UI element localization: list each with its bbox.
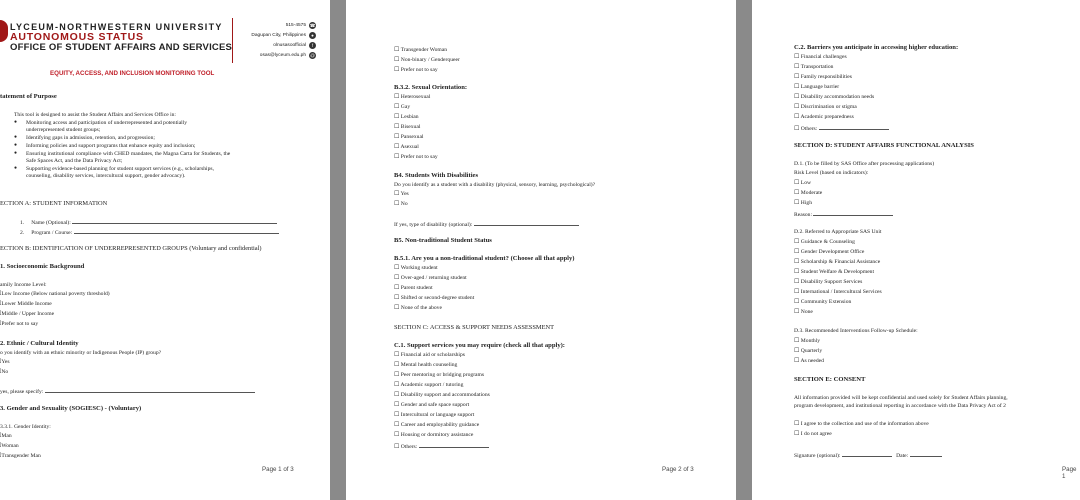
checkbox-option[interactable]: ☐ Monthly xyxy=(794,337,821,344)
checkbox-option[interactable]: ☐ International / Intercultural Services xyxy=(794,288,882,295)
checkbox-option[interactable]: Man xyxy=(0,432,12,440)
purpose-bullet: ● Identifying gaps in admission, retention, and progression; xyxy=(26,134,155,142)
ethnic-specify-blank[interactable] xyxy=(45,386,255,393)
checkbox-icon: ☐ xyxy=(394,93,400,100)
checkbox-option[interactable]: Middle / Upper Income xyxy=(0,310,54,318)
checkbox-option[interactable]: Prefer not to say xyxy=(0,320,38,328)
disability-type-blank[interactable] xyxy=(474,219,579,226)
checkbox-icon: ☐ xyxy=(794,268,800,275)
checkbox-icon: ☐ xyxy=(394,304,400,311)
signature-blank[interactable] xyxy=(842,450,892,457)
checkbox-icon: ☐ xyxy=(794,420,800,427)
checkbox-option[interactable]: ☐ Career and employability guidance xyxy=(394,421,480,428)
b2-question: o you identify with an ethnic minority or Indigenous People (IP) group? xyxy=(0,350,162,356)
checkbox-icon: ☐ xyxy=(794,238,800,245)
purpose-intro: This tool is designed to assist the Student Affairs and Services Office in: xyxy=(14,112,176,118)
b32-title: B.3.2. Sexual Orientation: xyxy=(394,84,468,91)
checkbox-icon: ☐ xyxy=(794,73,800,80)
checkbox-option[interactable]: ☐ Academic support / tutoring xyxy=(394,381,464,388)
checkbox-option[interactable]: ☐ Transportation xyxy=(794,63,834,70)
checkbox-option[interactable]: ☐ Gay xyxy=(394,103,411,110)
checkbox-icon: ☐ xyxy=(794,113,800,120)
b3-title: 3. Gender and Sexuality (SOGIESC) - (Voluntary) xyxy=(0,405,142,412)
checkbox-icon: ☐ xyxy=(794,199,800,206)
checkbox-icon: ☐ xyxy=(394,66,400,73)
checkbox-option[interactable]: ☐ Guidance & Counseling xyxy=(794,238,855,245)
checkbox-option[interactable]: ☐ Discrimination or stigma xyxy=(794,103,857,110)
disability-type-field: If yes, type of disability (optional): xyxy=(394,219,579,229)
checkbox-icon: ☐ xyxy=(394,294,400,301)
contact-email: osas@lyceum.edu.ph @ xyxy=(259,53,315,58)
program-field: 2. Program / Course: xyxy=(20,227,279,237)
checkbox-option[interactable]: ☐ Yes xyxy=(394,190,409,197)
checkbox-icon: ☐ xyxy=(394,190,400,197)
checkbox-option[interactable]: ☐ Disability Support Services xyxy=(794,278,863,285)
checkbox-icon: ☐ xyxy=(394,391,400,398)
checkbox-icon: ☐ xyxy=(794,125,800,132)
checkbox-option[interactable]: ☐ None xyxy=(794,308,813,315)
checkbox-option[interactable]: ☐ Asexual xyxy=(394,143,419,150)
header-divider xyxy=(232,18,233,63)
document-title: EQUITY, ACCESS, AND INCLUSION MONITORING TOOL xyxy=(50,70,215,77)
checkbox-icon: ☐ xyxy=(794,53,800,60)
consent-text: program development, and institutional reporting in accordance with the Data Privacy Act of 2 xyxy=(794,403,1006,409)
purpose-heading: tatement of Purpose xyxy=(0,93,57,100)
checkbox-option[interactable]: ☐ None of the above xyxy=(394,304,442,311)
checkbox-option[interactable]: ☐ Others: xyxy=(794,123,889,133)
contact-address: Dagupan City, Philippines ● xyxy=(251,32,316,39)
checkbox-option[interactable]: ☐ Working student xyxy=(394,264,438,271)
checkbox-icon: ☐ xyxy=(394,421,400,428)
d2-title: D.2. Referred to Appropriate SAS Unit xyxy=(794,229,882,235)
contact-facebook: olnusasoofficial f xyxy=(273,42,316,49)
checkbox-option[interactable]: ☐ Community Extension xyxy=(794,298,852,305)
checkbox-option[interactable]: ☐ Language barrier xyxy=(794,83,840,90)
reason-blank[interactable] xyxy=(813,209,893,216)
checkbox-icon: ☐ xyxy=(794,337,800,344)
checkbox-icon: ☐ xyxy=(794,83,800,90)
checkbox-option[interactable]: ☐ Gender Development Office xyxy=(794,248,865,255)
checkbox-option[interactable]: Yes xyxy=(0,358,10,366)
checkbox-option[interactable]: ☐ Heterosexual xyxy=(394,93,431,100)
checkbox-icon: ☐ xyxy=(394,46,400,53)
name-field: 1. Name (Optional): xyxy=(20,217,277,227)
purpose-bullet: ● Monitoring access and participation of underrepresented and potentially xyxy=(26,119,187,127)
checkbox-icon: ☐ xyxy=(394,103,400,110)
checkbox-icon: ☐ xyxy=(794,189,800,196)
checkbox-option[interactable]: ☐ Lesbian xyxy=(394,113,419,120)
section-b-heading: ECTION B: IDENTIFICATION OF UNDERREPRESENTED GROUPS (Voluntary and confidential) xyxy=(0,245,262,252)
checkbox-option[interactable]: ☐ Financial aid or scholarships xyxy=(394,351,465,358)
checkbox-icon: ☐ xyxy=(394,56,400,63)
name-blank[interactable] xyxy=(72,217,277,224)
checkbox-option[interactable]: ☐ Bisexual xyxy=(394,123,421,130)
checkbox-option[interactable]: ☐ No xyxy=(394,200,408,207)
checkbox-icon: ☐ xyxy=(394,143,400,150)
section-e-heading: SECTION E: CONSENT xyxy=(794,376,866,383)
purpose-bullet-cont: Safe Spaces Act, and the Data Privacy Act; xyxy=(26,158,123,164)
checkbox-option[interactable]: ☐ Peer mentoring or bridging programs xyxy=(394,371,485,378)
document-page-1 xyxy=(0,0,330,500)
checkbox-icon: ☐ xyxy=(794,248,800,255)
reason-field: Reason: xyxy=(794,209,893,219)
checkbox-option[interactable]: ☐ Prefer not to say xyxy=(394,66,438,73)
checkbox-option[interactable]: ☐ Shifted or second-degree student xyxy=(394,294,475,301)
d3-title: D.3. Recommended Interventions Follow-up Schedule: xyxy=(794,328,918,334)
checkbox-icon: ☐ xyxy=(794,288,800,295)
ethnic-specify-field: yes, please specify: xyxy=(0,386,255,396)
checkbox-icon: ☐ xyxy=(794,278,800,285)
b1-label: amily Income Level: xyxy=(0,282,47,288)
c1-title: C.1. Support services you may require (check all that apply): xyxy=(394,342,566,349)
checkbox-option[interactable]: Transgender Man xyxy=(0,452,41,460)
checkbox-option[interactable]: Woman xyxy=(0,442,19,450)
program-blank[interactable] xyxy=(74,227,279,234)
checkbox-icon: ☐ xyxy=(394,113,400,120)
page-number: Page 1 of 3 xyxy=(262,466,294,473)
section-c-heading: SECTION C: ACCESS & SUPPORT NEEDS ASSESSMENT xyxy=(394,324,555,331)
university-status: AUTONOMOUS STATUS xyxy=(10,31,144,43)
checkbox-option[interactable]: ☐ I agree to the collection and use of the information above xyxy=(794,420,929,427)
b51-title: B.5.1. Are you a non-traditional student? (Choose all that apply) xyxy=(394,255,575,262)
university-name: LYCEUM-NORTHWESTERN UNIVERSITY xyxy=(10,22,223,32)
checkbox-option[interactable]: ☐ Quarterly xyxy=(794,347,823,354)
b4-question: Do you identify as a student with a disability (physical, sensory, learning, psychological)? xyxy=(394,182,596,188)
d1-label: Risk Level (based on indicators): xyxy=(794,170,869,176)
checkbox-icon: ☐ xyxy=(394,200,400,207)
checkbox-icon: ☐ xyxy=(394,371,400,378)
checkbox-option[interactable]: ☐ Housing or dormitory assistance xyxy=(394,431,474,438)
checkbox-option[interactable]: ☐ Intercultural or language support xyxy=(394,411,475,418)
checkbox-icon: ☐ xyxy=(794,103,800,110)
b1-title: 1. Socioeconomic Background xyxy=(0,263,85,270)
checkbox-option[interactable]: ☐ Academic preparedness xyxy=(794,113,854,120)
checkbox-option[interactable]: ☐ Financial challenges xyxy=(794,53,847,60)
checkbox-option[interactable]: ☐ Family responsibilities xyxy=(794,73,852,80)
checkbox-icon: ☐ xyxy=(794,258,800,265)
purpose-bullet-cont: counseling, disability services, intercultural support, gender advocacy). xyxy=(26,173,186,179)
purpose-bullet: ● Ensuring institutional compliance with CHED mandates, the Magna Carta for Students, the xyxy=(26,150,230,158)
checkbox-icon: ☐ xyxy=(794,298,800,305)
checkbox-icon: ☐ xyxy=(794,308,800,315)
b2-title: 2. Ethnic / Cultural Identity xyxy=(0,340,79,347)
section-d-heading: SECTION D: STUDENT AFFAIRS FUNCTIONAL ANALYSIS xyxy=(794,142,974,149)
checkbox-option[interactable]: ☐ Pansexual xyxy=(394,133,424,140)
document-page-3 xyxy=(752,0,1080,500)
checkbox-option[interactable]: ☐ Scholarship & Financial Assistance xyxy=(794,258,881,265)
checkbox-option[interactable]: No xyxy=(0,368,8,376)
checkbox-icon: ☐ xyxy=(394,133,400,140)
date-blank[interactable] xyxy=(910,450,942,457)
checkbox-icon: ☐ xyxy=(794,63,800,70)
b5-title: B5. Non-traditional Student Status xyxy=(394,237,492,244)
page-number: Page 1 xyxy=(1062,466,1077,480)
b4-title: B4. Students With Disabilities xyxy=(394,172,479,179)
checkbox-option[interactable]: ☐ Disability accommodation needs xyxy=(794,93,875,100)
d1-title: D.1. (To be filled by SAS Office after processing applications) xyxy=(794,161,935,167)
section-a-heading: ECTION A: STUDENT INFORMATION xyxy=(0,200,108,207)
signature-field: Signature (optional): Date: xyxy=(794,450,942,460)
checkbox-icon: ☐ xyxy=(394,123,400,130)
c1-others-blank[interactable] xyxy=(419,441,489,448)
c2-others-blank[interactable] xyxy=(819,123,889,130)
purpose-bullet-cont: underrepresented student groups; xyxy=(26,127,101,133)
checkbox-icon: ☐ xyxy=(394,284,400,291)
checkbox-option[interactable]: ☐ Over-aged / returning student xyxy=(394,274,467,281)
purpose-bullet: ● Supporting evidence-based planning for student support services (e.g., scholarships, xyxy=(26,165,214,173)
location-icon: ● xyxy=(309,32,316,39)
checkbox-icon: ☐ xyxy=(794,357,800,364)
checkbox-option[interactable]: Lower Middle Income xyxy=(0,300,52,308)
checkbox-option[interactable]: ☐ High xyxy=(794,199,812,206)
b31-label: 3.3.1. Gender Identity: xyxy=(0,424,51,430)
checkbox-icon: ☐ xyxy=(394,443,400,450)
checkbox-option[interactable]: ☐ Low xyxy=(794,179,812,186)
checkbox-option[interactable]: ☐ Non-binary / Genderqueer xyxy=(394,56,460,63)
checkbox-option[interactable]: ☐ Prefer not to say xyxy=(394,153,438,160)
checkbox-option[interactable]: ☐ Moderate xyxy=(794,189,823,196)
checkbox-icon: ☐ xyxy=(394,431,400,438)
checkbox-icon: ☐ xyxy=(394,274,400,281)
checkbox-icon: ☐ xyxy=(794,93,800,100)
c2-title: C.2. Barriers you anticipate in accessing higher education: xyxy=(794,44,959,51)
consent-text: All information provided will be kept confidential and used solely for Student Affairs planning, xyxy=(794,395,1008,401)
checkbox-option[interactable]: ☐ Student Welfare & Development xyxy=(794,268,875,275)
checkbox-icon: ☐ xyxy=(794,430,800,437)
checkbox-icon: ☐ xyxy=(394,381,400,388)
phone-icon: ☎ xyxy=(309,23,316,28)
checkbox-icon: ☐ xyxy=(394,264,400,271)
checkbox-option[interactable]: ☐ As needed xyxy=(794,357,824,364)
checkbox-icon: ☐ xyxy=(394,361,400,368)
checkbox-option[interactable]: ☐ I do not agree xyxy=(794,430,832,437)
checkbox-icon: ☐ xyxy=(394,411,400,418)
checkbox-option[interactable]: ☐ Parent student xyxy=(394,284,433,291)
email-icon: @ xyxy=(310,53,315,58)
checkbox-icon: ☐ xyxy=(394,401,400,408)
checkbox-option[interactable]: ☐ Gender and safe space support xyxy=(394,401,470,408)
checkbox-icon: ☐ xyxy=(394,153,400,160)
checkbox-option[interactable]: ☐ Transgender Woman xyxy=(394,46,448,53)
checkbox-option[interactable]: Low Income (Below national poverty threshold) xyxy=(0,290,110,298)
checkbox-icon: ☐ xyxy=(794,347,800,354)
purpose-bullet: ● Informing policies and support programs that enhance equity and inclusion; xyxy=(26,142,195,150)
university-logo xyxy=(0,20,8,42)
checkbox-option[interactable]: ☐ Others: xyxy=(394,441,489,451)
contact-phone: 515-4575 ☎ xyxy=(285,23,316,28)
office-name: OFFICE OF STUDENT AFFAIRS AND SERVICES xyxy=(10,42,233,53)
checkbox-icon: ☐ xyxy=(394,351,400,358)
page-number: Page 2 of 3 xyxy=(662,466,694,473)
document-page-2 xyxy=(346,0,736,500)
checkbox-option[interactable]: ☐ Mental health counseling xyxy=(394,361,458,368)
facebook-icon: f xyxy=(309,42,316,49)
checkbox-option[interactable]: ☐ Disability support and accommodations xyxy=(394,391,490,398)
checkbox-icon: ☐ xyxy=(794,179,800,186)
